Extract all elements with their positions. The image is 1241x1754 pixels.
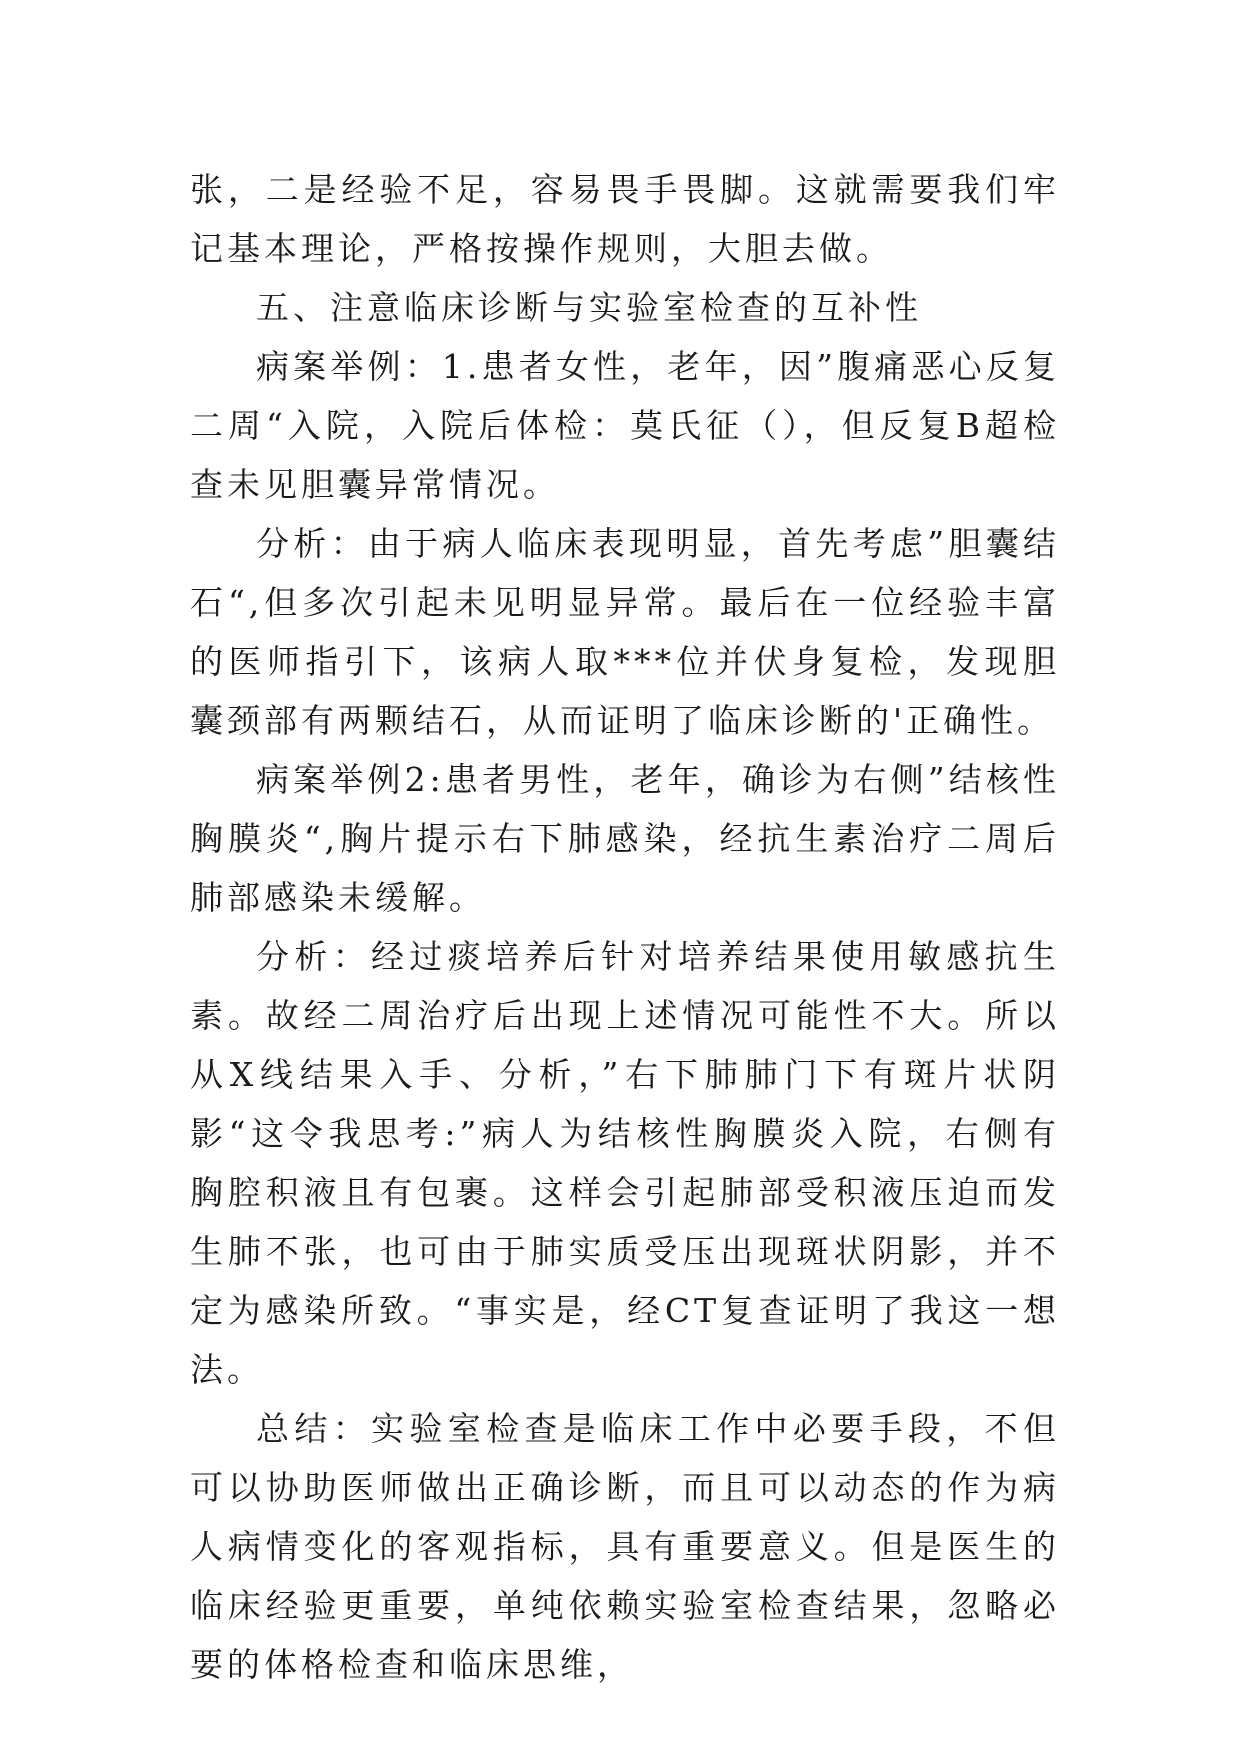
summary-paragraph: 总结：实验室检查是临床工作中必要手段，不但可以协助医师做出正确诊断，而且可以动态的作为病人病情变化的客观指标，具有重要意义。但是医生的临床经验更重要，单纯依赖实验室检查结果，忽略必要的体格检查和临床思维， xyxy=(190,1409,1060,1684)
case-example-2: 病案举例2:患者男性，老年，确诊为右侧”结核性胸膜炎“,胸片提示右下肺感染，经抗生素治疗二周后肺部感染未缓解。 xyxy=(190,760,1060,917)
document-body xyxy=(190,160,1060,1694)
case-analysis-2: 分析：经过痰培养后针对培养结果使用敏感抗生素。故经二周治疗后出现上述情况可能性不大。所以从X线结果入手、分析，”右下肺肺门下有斑片状阴影“这令我思考:”病人为结核性胸膜炎入院，右侧有胸腔积液且有包裹。这样会引起肺部受积液压迫而发生肺不张，也可由于肺实质受压出现斑状阴影，并不定为感染所致。“事实是，经CT复查证明了我这一想法。 xyxy=(190,937,1060,1389)
paragraph-continuation: 张，二是经验不足，容易畏手畏脚。这就需要我们牢记基本理论，严格按操作规则，大胆去做。 xyxy=(190,170,1060,268)
case-analysis-1: 分析：由于病人临床表现明显，首先考虑”胆囊结石“,但多次引起未见明显异常。最后在一位经验丰富的医师指引下，该病人取***位并伏身复检，发现胆囊颈部有两颗结石，从而证明了临床诊断的'正确性。 xyxy=(190,524,1060,740)
case-example-1: 病案举例：1.患者女性，老年，因”腹痛恶心反复二周“入院，入院后体检：莫氏征（），但反复B超检查未见胆囊异常情况。 xyxy=(190,347,1060,504)
section-heading: 五、注意临床诊断与实验室检查的互补性 xyxy=(256,288,922,327)
